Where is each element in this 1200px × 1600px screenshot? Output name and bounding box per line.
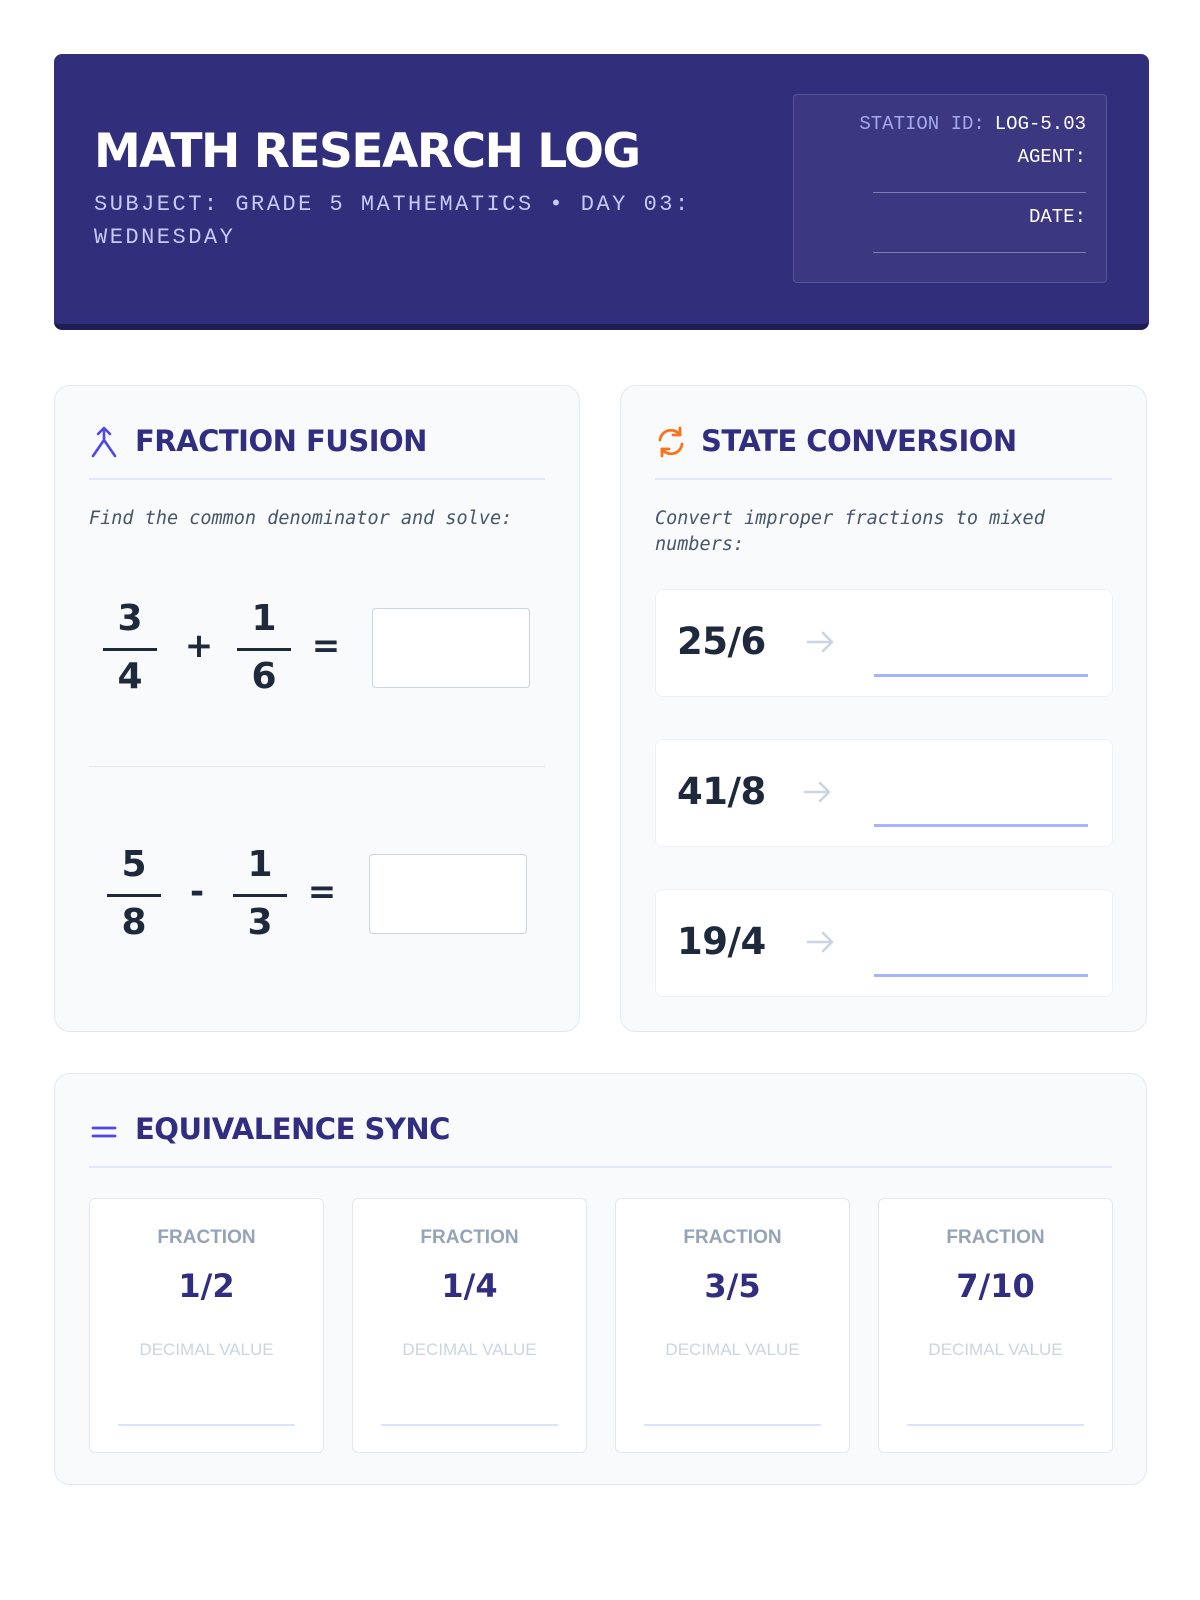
arrow-right-icon	[805, 626, 837, 658]
numerator: 1	[247, 844, 273, 885]
fraction-fusion-panel	[54, 385, 580, 1032]
fraction-label: FRACTION	[420, 1227, 519, 1248]
conversion-row	[655, 889, 1113, 997]
denominator: 3	[247, 902, 273, 943]
arrow-right-icon	[805, 926, 837, 958]
equals-sign: =	[307, 872, 337, 912]
state-conversion-instruction: Convert improper fractions to mixed numbers:	[655, 508, 1045, 555]
answer-input[interactable]	[372, 608, 530, 688]
fraction-bar	[107, 894, 161, 897]
conversion-row	[655, 589, 1113, 697]
fraction-bar	[233, 894, 287, 897]
equivalence-card	[89, 1198, 324, 1453]
header-banner	[54, 54, 1149, 330]
equivalence-card	[878, 1198, 1113, 1453]
fraction-bar	[103, 648, 157, 651]
operator: +	[184, 626, 214, 666]
date-label: DATE:	[1028, 206, 1086, 228]
mixed-number-answer-line[interactable]	[874, 674, 1088, 677]
answer-input[interactable]	[369, 854, 527, 934]
station-id-label: STATION ID:	[859, 113, 985, 135]
station-info-box	[793, 94, 1107, 283]
state-conversion-panel	[620, 385, 1147, 1032]
conversion-row	[655, 739, 1113, 847]
fraction-fusion-header	[89, 420, 545, 480]
equivalence-sync-header	[89, 1108, 1112, 1168]
decimal-answer-line[interactable]	[381, 1424, 558, 1426]
operator: -	[189, 872, 205, 912]
refresh-icon	[655, 425, 687, 459]
numerator: 1	[251, 598, 277, 639]
decimal-value-label: DECIMAL VALUE	[665, 1340, 800, 1359]
fraction-value: 1/4	[441, 1267, 498, 1305]
station-id-value: LOG-5.03	[994, 113, 1086, 135]
fraction-problem-2	[55, 842, 579, 952]
improper-fraction: 41/8	[677, 770, 766, 813]
divider	[89, 766, 545, 767]
agent-field[interactable]	[873, 192, 1086, 193]
fraction-label: FRACTION	[683, 1227, 782, 1248]
decimal-value-label: DECIMAL VALUE	[402, 1340, 537, 1359]
denominator: 6	[251, 656, 277, 697]
decimal-value-label: DECIMAL VALUE	[139, 1340, 274, 1359]
equivalence-sync-title: EQUIVALENCE SYNC	[135, 1112, 450, 1146]
numerator: 3	[117, 598, 143, 639]
decimal-answer-line[interactable]	[907, 1424, 1084, 1426]
fraction-value: 3/5	[704, 1267, 761, 1305]
page-subtitle: SUBJECT: GRADE 5 MATHEMATICS • DAY 03: WEDNESDAY	[94, 192, 691, 250]
date-field[interactable]	[873, 252, 1086, 253]
improper-fraction: 19/4	[677, 920, 766, 963]
fraction-label: FRACTION	[946, 1227, 1045, 1248]
mixed-number-answer-line[interactable]	[874, 824, 1088, 827]
fraction-bar	[237, 648, 291, 651]
station-id-row	[859, 113, 1086, 135]
mixed-number-answer-line[interactable]	[874, 974, 1088, 977]
equivalence-sync-panel	[54, 1073, 1147, 1485]
numerator: 5	[121, 844, 147, 885]
equals-icon	[89, 1113, 119, 1147]
page-title: MATH RESEARCH LOG	[94, 124, 640, 179]
state-conversion-header	[655, 420, 1112, 480]
fraction-fusion-instruction: Find the common denominator and solve:	[89, 508, 513, 529]
fraction-value: 1/2	[178, 1267, 235, 1305]
improper-fraction: 25/6	[677, 620, 766, 663]
fraction-problem-1	[55, 596, 579, 706]
fraction-value: 7/10	[956, 1267, 1035, 1305]
decimal-answer-line[interactable]	[644, 1424, 821, 1426]
denominator: 4	[117, 656, 143, 697]
arrow-right-icon	[802, 776, 834, 808]
agent-label: AGENT:	[1017, 146, 1086, 168]
merge-icon	[89, 425, 119, 459]
equivalence-card	[615, 1198, 850, 1453]
decimal-value-label: DECIMAL VALUE	[928, 1340, 1063, 1359]
decimal-answer-line[interactable]	[118, 1424, 295, 1426]
state-conversion-title: STATE CONVERSION	[701, 424, 1017, 458]
fraction-fusion-title: FRACTION FUSION	[135, 424, 427, 458]
fraction-label: FRACTION	[157, 1227, 256, 1248]
equals-sign: =	[311, 626, 341, 666]
equivalence-card	[352, 1198, 587, 1453]
denominator: 8	[121, 902, 147, 943]
